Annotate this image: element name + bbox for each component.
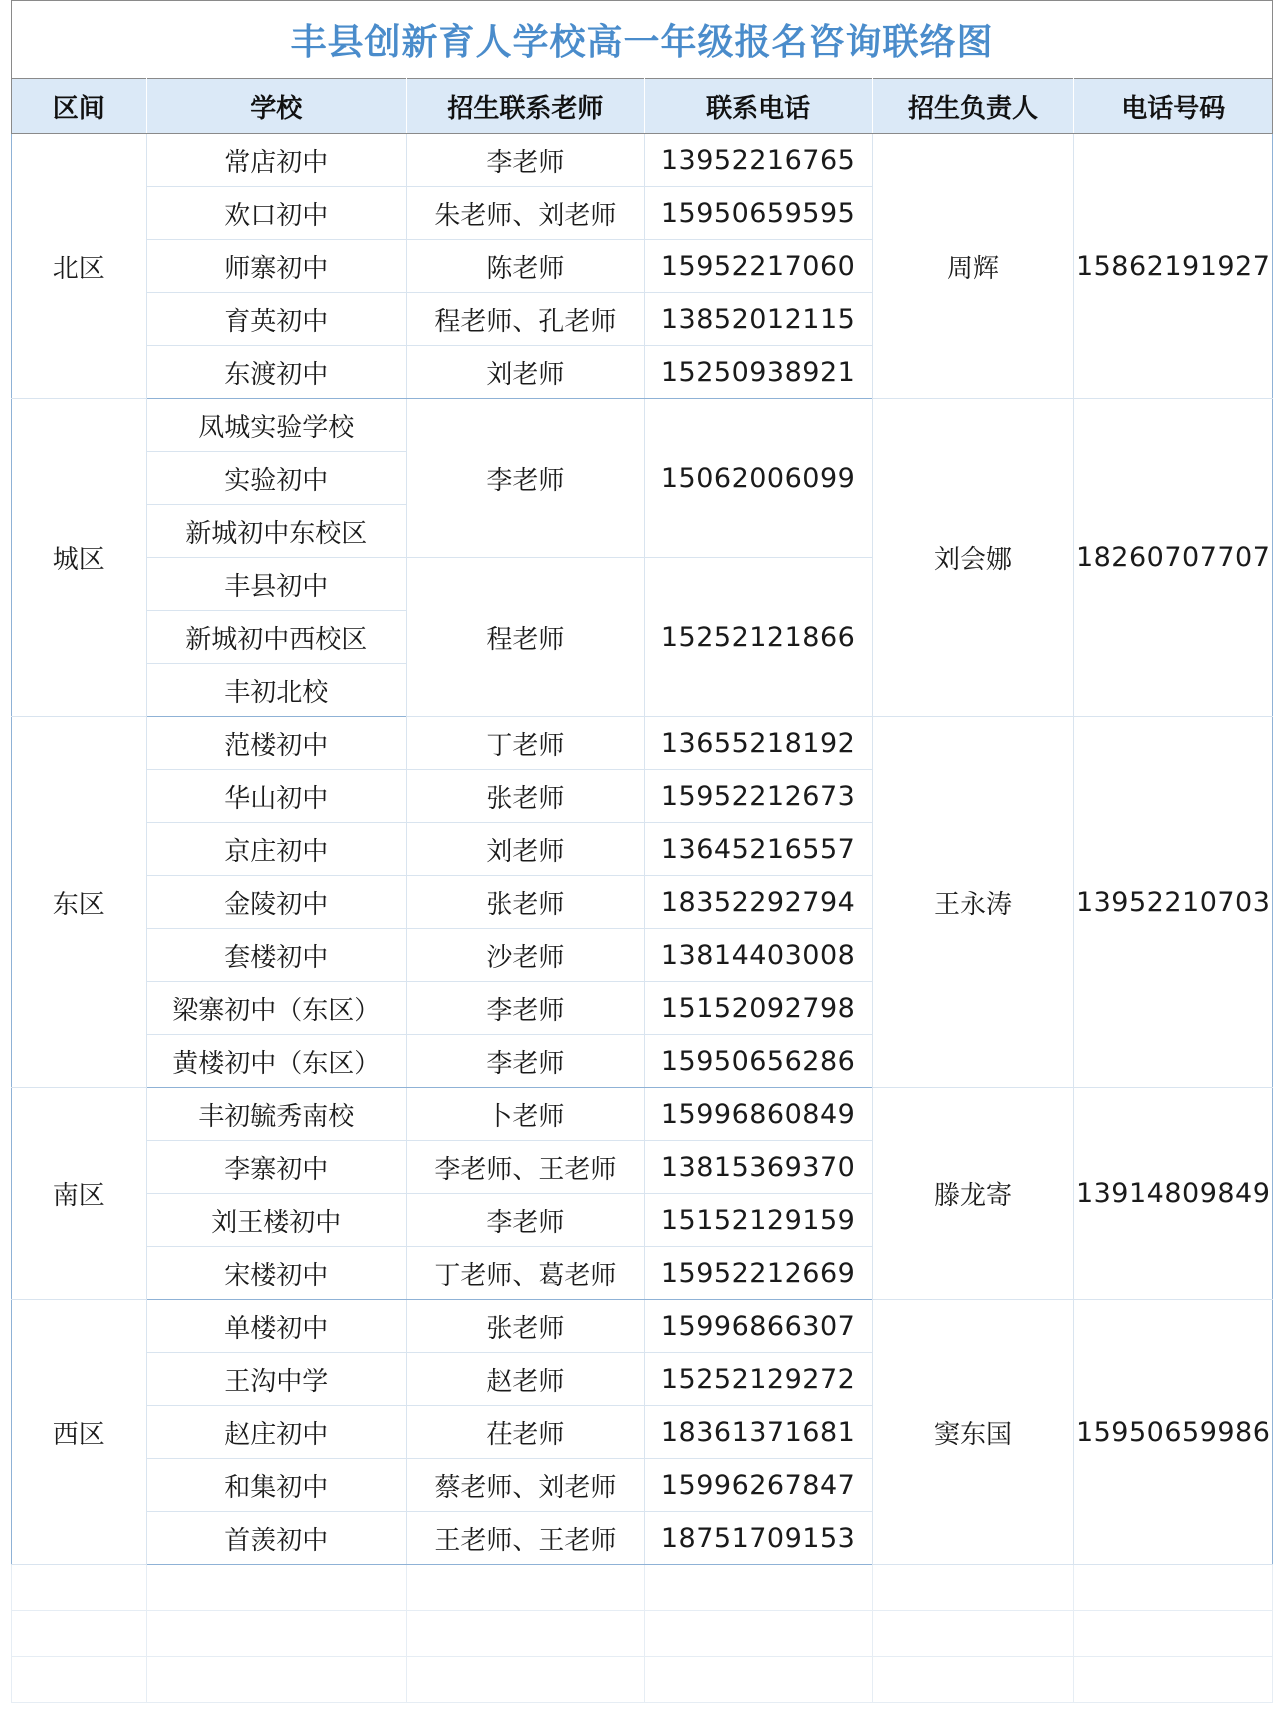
teacher-cell[interactable]: 李老师 [407,399,645,558]
phone-cell[interactable]: 13645216557 [644,823,872,876]
school-cell[interactable]: 金陵初中 [146,876,406,929]
school-cell[interactable]: 东渡初中 [146,346,406,399]
empty-cell[interactable] [644,1657,872,1703]
school-cell[interactable]: 和集初中 [146,1459,406,1512]
header-row [12,79,1273,134]
header-manager-phone[interactable]: 电话号码 [1074,79,1273,134]
phone-cell[interactable]: 13814403008 [644,929,872,982]
manager-cell[interactable]: 滕龙寄 [872,1088,1074,1300]
empty-cell[interactable] [146,1657,406,1703]
phone-cell[interactable]: 15996866307 [644,1300,872,1353]
school-cell[interactable]: 京庄初中 [146,823,406,876]
manager-phone-cell[interactable]: 18260707707 [1074,399,1273,717]
school-cell[interactable]: 范楼初中 [146,717,406,770]
empty-cell[interactable] [872,1611,1074,1657]
teacher-cell[interactable]: 王老师、王老师 [407,1512,645,1565]
school-cell[interactable]: 王沟中学 [146,1353,406,1406]
manager-phone-cell[interactable]: 15862191927 [1074,134,1273,399]
school-cell[interactable]: 单楼初中 [146,1300,406,1353]
teacher-cell[interactable]: 沙老师 [407,929,645,982]
manager-phone-cell[interactable]: 13914809849 [1074,1088,1273,1300]
manager-phone-cell[interactable]: 13952210703 [1074,717,1273,1088]
phone-cell[interactable]: 15252129272 [644,1353,872,1406]
header-manager[interactable]: 招生负责人 [872,79,1074,134]
region-cell[interactable]: 西区 [12,1300,147,1565]
teacher-cell[interactable]: 张老师 [407,876,645,929]
empty-cell[interactable] [12,1657,147,1703]
phone-cell[interactable]: 18352292794 [644,876,872,929]
teacher-cell[interactable]: 卜老师 [407,1088,645,1141]
phone-cell[interactable]: 15062006099 [644,399,872,558]
empty-cell[interactable] [407,1657,645,1703]
teacher-cell[interactable]: 赵老师 [407,1353,645,1406]
school-cell[interactable]: 丰初毓秀南校 [146,1088,406,1141]
teacher-cell[interactable]: 刘老师 [407,823,645,876]
phone-cell[interactable]: 15950656286 [644,1035,872,1088]
teacher-cell[interactable]: 李老师 [407,1194,645,1247]
school-cell[interactable]: 凤城实验学校 [146,399,406,452]
empty-cell[interactable] [407,1611,645,1657]
empty-cell[interactable] [146,1565,406,1611]
table-row [12,134,1273,187]
teacher-cell[interactable]: 张老师 [407,1300,645,1353]
region-cell[interactable]: 南区 [12,1088,147,1300]
manager-phone-cell[interactable]: 15950659986 [1074,1300,1273,1565]
header-school[interactable]: 学校 [146,79,406,134]
teacher-cell[interactable]: 程老师、孔老师 [407,293,645,346]
empty-cell[interactable] [644,1611,872,1657]
table-row [12,1088,1273,1141]
empty-cell[interactable] [146,1611,406,1657]
empty-cell[interactable] [1074,1565,1273,1611]
empty-cell[interactable] [12,1565,147,1611]
spreadsheet [11,0,1273,1703]
region-cell[interactable]: 北区 [12,134,147,399]
phone-cell[interactable]: 15152129159 [644,1194,872,1247]
region-cell[interactable]: 城区 [12,399,147,717]
empty-row [12,1657,1273,1703]
teacher-cell[interactable]: 刘老师 [407,346,645,399]
empty-cell[interactable] [407,1565,645,1611]
phone-cell[interactable]: 15952212673 [644,770,872,823]
empty-row [12,1565,1273,1611]
table-row [12,1300,1273,1353]
manager-cell[interactable]: 周辉 [872,134,1074,399]
school-cell[interactable]: 常店初中 [146,134,406,187]
school-cell[interactable]: 师寨初中 [146,240,406,293]
phone-cell[interactable]: 15952212669 [644,1247,872,1300]
manager-cell[interactable]: 窦东国 [872,1300,1074,1565]
phone-cell[interactable]: 13655218192 [644,717,872,770]
school-cell[interactable]: 华山初中 [146,770,406,823]
empty-row [12,1611,1273,1657]
table-row [12,717,1273,770]
table-row [12,399,1273,452]
teacher-cell[interactable]: 程老师 [407,558,645,717]
empty-cell[interactable] [12,1611,147,1657]
teacher-cell[interactable]: 丁老师 [407,717,645,770]
phone-cell[interactable]: 18751709153 [644,1512,872,1565]
header-region[interactable]: 区间 [12,79,147,134]
school-cell[interactable]: 实验初中 [146,452,406,505]
school-cell[interactable]: 黄楼初中（东区） [146,1035,406,1088]
manager-cell[interactable]: 王永涛 [872,717,1074,1088]
school-cell[interactable]: 欢口初中 [146,187,406,240]
phone-cell[interactable]: 13852012115 [644,293,872,346]
teacher-cell[interactable]: 李老师 [407,134,645,187]
teacher-cell[interactable]: 丁老师、葛老师 [407,1247,645,1300]
empty-cell[interactable] [1074,1611,1273,1657]
page-title: 丰县创新育人学校高一年级报名咨询联络图 [11,0,1273,78]
school-cell[interactable]: 刘王楼初中 [146,1194,406,1247]
region-cell[interactable]: 东区 [12,717,147,1088]
school-cell[interactable]: 丰初北校 [146,664,406,717]
empty-cell[interactable] [872,1565,1074,1611]
phone-cell[interactable]: 13815369370 [644,1141,872,1194]
header-phone[interactable]: 联系电话 [644,79,872,134]
teacher-cell[interactable]: 陈老师 [407,240,645,293]
school-cell[interactable]: 首羡初中 [146,1512,406,1565]
school-cell[interactable]: 宋楼初中 [146,1247,406,1300]
teacher-cell[interactable]: 茌老师 [407,1406,645,1459]
phone-cell[interactable]: 15996267847 [644,1459,872,1512]
phone-cell[interactable]: 15952217060 [644,240,872,293]
contact-table [11,78,1273,1703]
empty-cell[interactable] [1074,1657,1273,1703]
school-cell[interactable]: 育英初中 [146,293,406,346]
phone-cell[interactable]: 18361371681 [644,1406,872,1459]
teacher-cell[interactable]: 李老师、王老师 [407,1141,645,1194]
school-cell[interactable]: 新城初中西校区 [146,611,406,664]
phone-cell[interactable]: 15250938921 [644,346,872,399]
phone-cell[interactable]: 13952216765 [644,134,872,187]
table-body [12,134,1273,1703]
school-cell[interactable]: 赵庄初中 [146,1406,406,1459]
school-cell[interactable]: 丰县初中 [146,558,406,611]
school-cell[interactable]: 李寨初中 [146,1141,406,1194]
empty-cell[interactable] [872,1657,1074,1703]
teacher-cell[interactable]: 李老师 [407,1035,645,1088]
phone-cell[interactable]: 15996860849 [644,1088,872,1141]
school-cell[interactable]: 套楼初中 [146,929,406,982]
empty-cell[interactable] [644,1565,872,1611]
teacher-cell[interactable]: 张老师 [407,770,645,823]
teacher-cell[interactable]: 蔡老师、刘老师 [407,1459,645,1512]
header-teacher[interactable]: 招生联系老师 [407,79,645,134]
phone-cell[interactable]: 15950659595 [644,187,872,240]
teacher-cell[interactable]: 李老师 [407,982,645,1035]
phone-cell[interactable]: 15152092798 [644,982,872,1035]
manager-cell[interactable]: 刘会娜 [872,399,1074,717]
teacher-cell[interactable]: 朱老师、刘老师 [407,187,645,240]
school-cell[interactable]: 梁寨初中（东区） [146,982,406,1035]
school-cell[interactable]: 新城初中东校区 [146,505,406,558]
phone-cell[interactable]: 15252121866 [644,558,872,717]
